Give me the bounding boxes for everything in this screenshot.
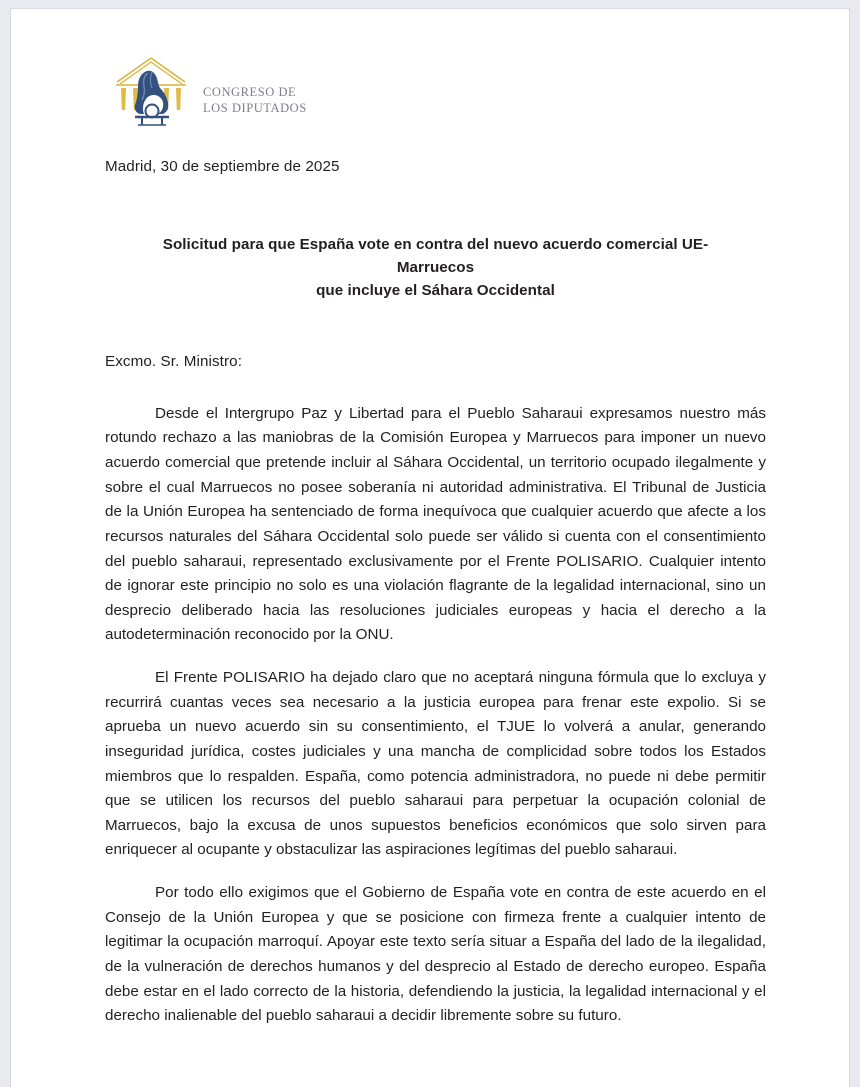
document-title-line2: que incluye el Sáhara Occidental xyxy=(316,281,555,299)
salutation: Excmo. Sr. Ministro: xyxy=(105,353,243,371)
document-title-line1: Solicitud para que España vote en contra del nuevo acuerdo comercial UE-Marruecos xyxy=(162,235,709,276)
congreso-de-los-diputados-crest-icon xyxy=(107,53,195,131)
document-body xyxy=(105,157,766,1029)
body-paragraph-3: Por todo ello exigimos que el Gobierno de España vote en contra de este acuerdo en el Consejo de la Unión Europea y que se posicione con firmeza frente a cualquier intento de legitimar la ocupación marroquí. Apoyar este texto sería situar a España del lado de la ilegalidad, de la vulneración de derechos humanos y del desprecio al Estado de derecho europeo. España debe estar en el lado correcto de la historia, defendiendo la justicia, la legalidad internacional y el derecho inalienable del pueblo saharaui a decidir libremente sobre su futuro. xyxy=(105,884,766,1025)
letterhead-wordmark-line2: LOS DIPUTADOS xyxy=(203,101,307,115)
body-paragraph-1: Desde el Intergrupo Paz y Libertad para el Pueblo Saharaui expresamos nuestro más rotundo rechazo a las maniobras de la Comisión Europea y Marruecos para imponer un nuevo acuerdo comercial que pretende incluir al Sáhara Occidental, un territorio ocupado ilegalmente y sobre el cual Marruecos no posee soberanía ni autoridad administrativa. El Tribunal de Justicia de la Unión Europea ha sentenciado de forma inequívoca que cualquier acuerdo que afecte a los recursos naturales del Sáhara Occidental solo puede ser válido si cuenta con el consentimiento del pueblo saharaui, representado exclusivamente por el Frente POLISARIO. Cualquier intento de ignorar este principio no solo es una violación flagrante de la legalidad internacional, sino un desprecio deliberado hacia las resoluciones judiciales europeas y hacia el derecho a la autodeterminación reconocido por la ONU. xyxy=(105,404,766,644)
document-title xyxy=(105,233,766,302)
letterhead-wordmark-line1: CONGRESO DE xyxy=(203,85,297,99)
letterhead xyxy=(107,53,307,131)
body-paragraph-2: El Frente POLISARIO ha dejado claro que no aceptará ninguna fórmula que lo excluya y recurrirá cuantas veces sea necesario a la justicia europea para frenar este expolio. Si se aprueba un nuevo acuerdo sin su consentimiento, el TJUE lo volverá a anular, generando inseguridad jurídica, costes judiciales y una mancha de complicidad sobre todos los Estados miembros que lo respalden. España, como potencia administradora, no puede ni debe permitir que se utilicen los recursos del pueblo saharaui para perpetuar la ocupación colonial de Marruecos, bajo la excusa de unos supuestos beneficios económicos que solo sirven para enriquecer al ocupante y obstaculizar las aspiraciones legítimas del pueblo saharaui. xyxy=(105,669,766,859)
dateline: Madrid, 30 de septiembre de 2025 xyxy=(105,158,340,175)
letterhead-wordmark xyxy=(203,68,307,116)
document-page xyxy=(10,8,850,1087)
